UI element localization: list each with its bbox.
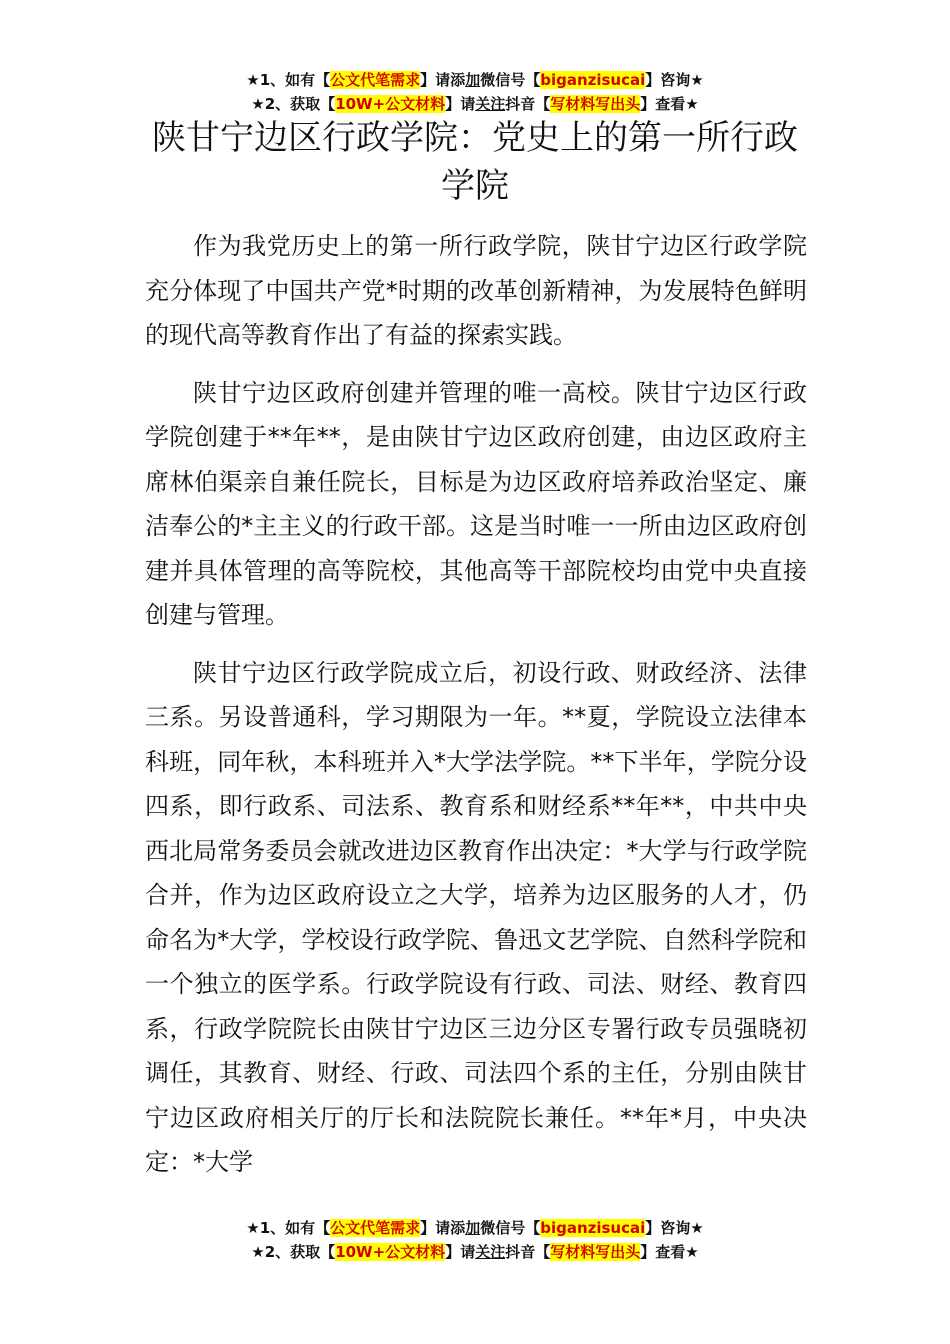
promo-text: 】咨询★ [645,1219,704,1237]
promo-text: 】请添 [420,1219,466,1237]
promo-underline: 关注 [475,95,506,113]
promo-text: 】咨询★ [645,71,704,89]
promo-highlight: 10W+公文材料 [335,1243,446,1261]
promo-text: 微信号【 [480,71,541,89]
promo-highlight: biganzisucai [540,71,646,89]
promo-text: 】请 [445,1243,476,1261]
promo-highlight: biganzisucai [540,1219,646,1237]
promo-text: 】查看★ [640,1243,699,1261]
promo-highlight: 写材料写出头 [550,95,641,113]
promo-banner-top [0,68,950,116]
promo-line-1 [0,1216,950,1240]
promo-highlight: 公文代笔需求 [330,71,421,89]
paragraph-3: 陕甘宁边区行政学院成立后，初设行政、财政经济、法律三系。另设普通科，学习期限为一年。**夏，学院设立法律本科班，同年秋，本科班并入*大学法学院。**下半年，学院分设四系，即行政系、司法系、教育系和财经系**年**，中共中央西北局常务委员会就改进边区教育作出决定：*大学与行政学院合并，作为边区政府设立之大学，培养为边区服务的人才，仍命名为*大学，学校设行政学院、鲁迅文艺学院、自然科学院和一个独立的医学系。行政学院设有行政、司法、财经、教育四系，行政学院院长由陕甘宁边区三边分区专署行政专员强晓初调任，其教育、财经、行政、司法四个系的主任，分别由陕甘宁边区政府相关厅的厅长和法院院长兼任。**年*月，中央决定：*大学 [145,658,807,1176]
promo-text: ★1、如有【 [246,1219,331,1237]
document-title: 陕甘宁边区行政学院：党史上的第一所行政学院 [152,118,798,206]
paragraph-1: 作为我党历史上的第一所行政学院，陕甘宁边区行政学院充分体现了中国共产党*时期的改革创新精神，为发展特色鲜明的现代高等教育作出了有益的探索实践。 [145,232,807,349]
promo-text: 微信号【 [480,1219,541,1237]
promo-underline: 加 [465,1219,481,1237]
promo-text: ★2、获取【 [251,95,336,113]
promo-text: 抖音【 [505,95,551,113]
promo-banner-bottom [0,1216,950,1264]
promo-line-2 [0,1240,950,1264]
promo-text: 】查看★ [640,95,699,113]
promo-underline: 关注 [475,1243,506,1261]
promo-line-1 [0,68,950,92]
promo-text: 】请添 [420,71,466,89]
promo-text: ★2、获取【 [251,1243,336,1261]
promo-text: 抖音【 [505,1243,551,1261]
paragraph-2: 陕甘宁边区政府创建并管理的唯一高校。陕甘宁边区行政学院创建于**年**，是由陕甘宁边区政府创建，由边区政府主席林伯渠亲自兼任院长，目标是为边区政府培养政治坚定、廉洁奉公的*主主义的行政干部。这是当时唯一一所由边区政府创建并具体管理的高等院校，其他高等干部院校均由党中央直接创建与管理。 [145,378,807,629]
promo-text: 】请 [445,95,476,113]
promo-line-2 [0,92,950,116]
promo-highlight: 10W+公文材料 [335,95,446,113]
document-body [145,224,807,1185]
promo-underline: 加 [465,71,481,89]
promo-text: ★1、如有【 [246,71,331,89]
promo-highlight: 公文代笔需求 [330,1219,421,1237]
promo-highlight: 写材料写出头 [550,1243,641,1261]
